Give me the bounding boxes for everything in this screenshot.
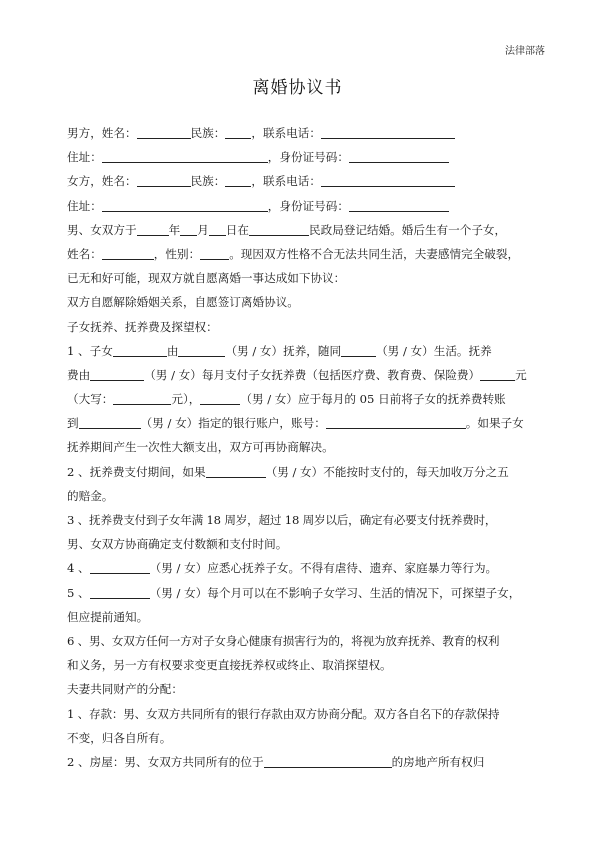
text: 月 bbox=[197, 222, 209, 237]
text: 4 、 bbox=[67, 561, 90, 576]
text: 1 、子女 bbox=[67, 343, 113, 358]
account-holder-blank[interactable] bbox=[79, 415, 141, 429]
text: （男 / 女）每个月可以在不影响子女学习、生活的情况下，可探望子女， bbox=[149, 585, 521, 600]
custody-clause-1-line-4 bbox=[67, 411, 528, 435]
text: （男 / 女）生活。抚养 bbox=[376, 343, 492, 358]
custody-clause-6-line-2: 和义务，另一方有权要求变更直接抚养权或终止、取消探望权。 bbox=[67, 658, 392, 673]
text: 到 bbox=[67, 416, 79, 431]
text: ，身份证号码： bbox=[267, 150, 349, 165]
live-with-blank[interactable] bbox=[341, 343, 376, 357]
document-title: 离婚协议书 bbox=[252, 78, 343, 98]
woman-phone-blank[interactable] bbox=[321, 173, 455, 187]
text: 元）， bbox=[171, 392, 201, 407]
text: 费由 bbox=[67, 367, 91, 382]
marriage-line-4: 双方自愿解除婚姻关系，自愿签订离婚协议。 bbox=[67, 295, 299, 310]
man-address-blank[interactable] bbox=[102, 149, 268, 163]
custody-clause-5-line-1 bbox=[67, 581, 528, 605]
text: 2 、房屋：男、女双方共同所有的位于 bbox=[67, 754, 264, 769]
transfer-payer-blank[interactable] bbox=[200, 391, 240, 405]
child-name-blank[interactable] bbox=[102, 246, 154, 260]
property-location-blank[interactable] bbox=[264, 754, 392, 768]
man-address-line bbox=[67, 145, 528, 169]
custody-clause-4-line-1 bbox=[67, 556, 528, 580]
man-ethnicity-blank[interactable] bbox=[225, 125, 251, 139]
marriage-day-blank[interactable] bbox=[209, 222, 226, 236]
man-phone-blank[interactable] bbox=[321, 125, 455, 139]
property-heading: 夫妻共同财产的分配： bbox=[67, 682, 183, 697]
text: 日在 bbox=[225, 222, 249, 237]
text: 民政局登记结婚。婚后生有一个子女， bbox=[309, 222, 507, 237]
child-gender-blank[interactable] bbox=[200, 246, 229, 260]
text: ，身份证号码： bbox=[267, 198, 349, 213]
text: 。现因双方性格不合无法共同生活，夫妻感情完全破裂， bbox=[229, 246, 520, 261]
man-name-blank[interactable] bbox=[137, 125, 191, 139]
text: 姓名： bbox=[67, 246, 102, 261]
text: 民族： bbox=[190, 126, 226, 140]
text: ，联系电话： bbox=[251, 126, 321, 140]
custody-clause-2-line-2: 的赔金。 bbox=[67, 488, 114, 503]
custody-clause-6-line-1: 6 、男、女双方任何一方对子女身心健康有损害行为的，将视为放弃抚养、教育的权利 bbox=[67, 633, 500, 648]
text: 。如果子女 bbox=[465, 416, 524, 431]
man-id-blank[interactable] bbox=[349, 149, 449, 163]
text: 民族： bbox=[190, 174, 226, 189]
property-clause-1-line-2: 不变，归各自所有。 bbox=[67, 730, 172, 745]
custody-clause-1-line-5: 抚养期间产生一次性大额支出，双方可再协商解决。 bbox=[67, 440, 334, 455]
woman-ethnicity-blank[interactable] bbox=[225, 173, 251, 187]
text: （男 / 女）抚养，随同 bbox=[225, 343, 342, 358]
text: 男方，姓名： bbox=[67, 126, 137, 140]
woman-name-blank[interactable] bbox=[137, 173, 191, 187]
text: （大写： bbox=[67, 392, 114, 407]
marriage-line-2 bbox=[67, 242, 528, 266]
caregiver-blank[interactable] bbox=[90, 560, 150, 574]
text: 女方，姓名： bbox=[67, 174, 137, 189]
text: 住址： bbox=[67, 198, 102, 213]
text: （男 / 女）应于每月的 05 日前将子女的抚养费转账 bbox=[240, 392, 506, 407]
text: （男 / 女）应悉心抚养子女。不得有虐待、遗弃、家庭暴力等行为。 bbox=[149, 561, 498, 576]
text: ，联系电话： bbox=[251, 174, 321, 189]
text: （男 / 女）指定的银行账户，账号： bbox=[140, 416, 326, 431]
marriage-month-blank[interactable] bbox=[180, 222, 197, 236]
woman-name-line bbox=[67, 169, 528, 193]
man-name-line bbox=[67, 121, 528, 145]
text: 住址： bbox=[67, 150, 102, 165]
custodian-blank[interactable] bbox=[178, 343, 225, 357]
marriage-line-1 bbox=[67, 218, 528, 242]
visitor-blank[interactable] bbox=[90, 585, 150, 599]
custody-clause-3-line-2: 男、女双方协商确定支付数额和支付时间。 bbox=[67, 537, 288, 552]
amount-words-blank[interactable] bbox=[113, 391, 171, 405]
text: 2 、抚养费支付期间，如果 bbox=[67, 464, 206, 479]
agreement-body bbox=[67, 121, 528, 774]
custody-clause-2-line-1 bbox=[67, 460, 528, 484]
custody-clause-5-line-2: 但应提前通知。 bbox=[67, 609, 149, 624]
custody-clause-3-line-1: 3 、抚养费支付到子女年满 18 周岁，超过 18 周岁以后，确定有必要支付抚养费时， bbox=[67, 513, 497, 527]
text: 5 、 bbox=[67, 585, 90, 600]
text: 由 bbox=[166, 343, 179, 358]
text: ，性别： bbox=[153, 246, 201, 261]
marriage-line-3: 已无和好可能，现双方就自愿离婚一事达成如下协议： bbox=[67, 271, 346, 286]
marriage-office-blank[interactable] bbox=[249, 222, 309, 236]
account-number-blank[interactable] bbox=[326, 415, 466, 429]
child-blank[interactable] bbox=[113, 343, 167, 357]
text: 男、女双方于 bbox=[67, 222, 137, 237]
header-corner-label: 法律部落 bbox=[505, 46, 545, 57]
property-clause-1-line-1: 1 、存款：男、女双方共同所有的银行存款由双方协商分配。双方各自名下的存款保持 bbox=[67, 706, 500, 721]
custody-clause-1-line-2 bbox=[67, 363, 528, 387]
text: 元 bbox=[515, 367, 527, 382]
text: 年 bbox=[168, 222, 181, 237]
marriage-year-blank[interactable] bbox=[137, 222, 169, 236]
woman-address-line bbox=[67, 194, 528, 218]
custody-clause-1-line-1 bbox=[67, 339, 528, 363]
late-payer-blank[interactable] bbox=[206, 464, 266, 478]
text: （男 / 女）每月支付子女抚养费（包括医疗费、教育费、保险费） bbox=[144, 367, 481, 382]
amount-blank[interactable] bbox=[480, 367, 515, 381]
payer-blank[interactable] bbox=[90, 367, 144, 381]
custody-clause-1-line-3 bbox=[67, 387, 528, 411]
text: 的房地产所有权归 bbox=[391, 754, 485, 769]
property-clause-2-line-1 bbox=[67, 750, 528, 774]
custody-heading: 子女抚养、抚养费及探望权： bbox=[67, 319, 218, 334]
woman-id-blank[interactable] bbox=[349, 198, 449, 212]
woman-address-blank[interactable] bbox=[102, 198, 268, 212]
text: （男 / 女）不能按时支付的，每天加收万分之五 bbox=[265, 464, 509, 479]
